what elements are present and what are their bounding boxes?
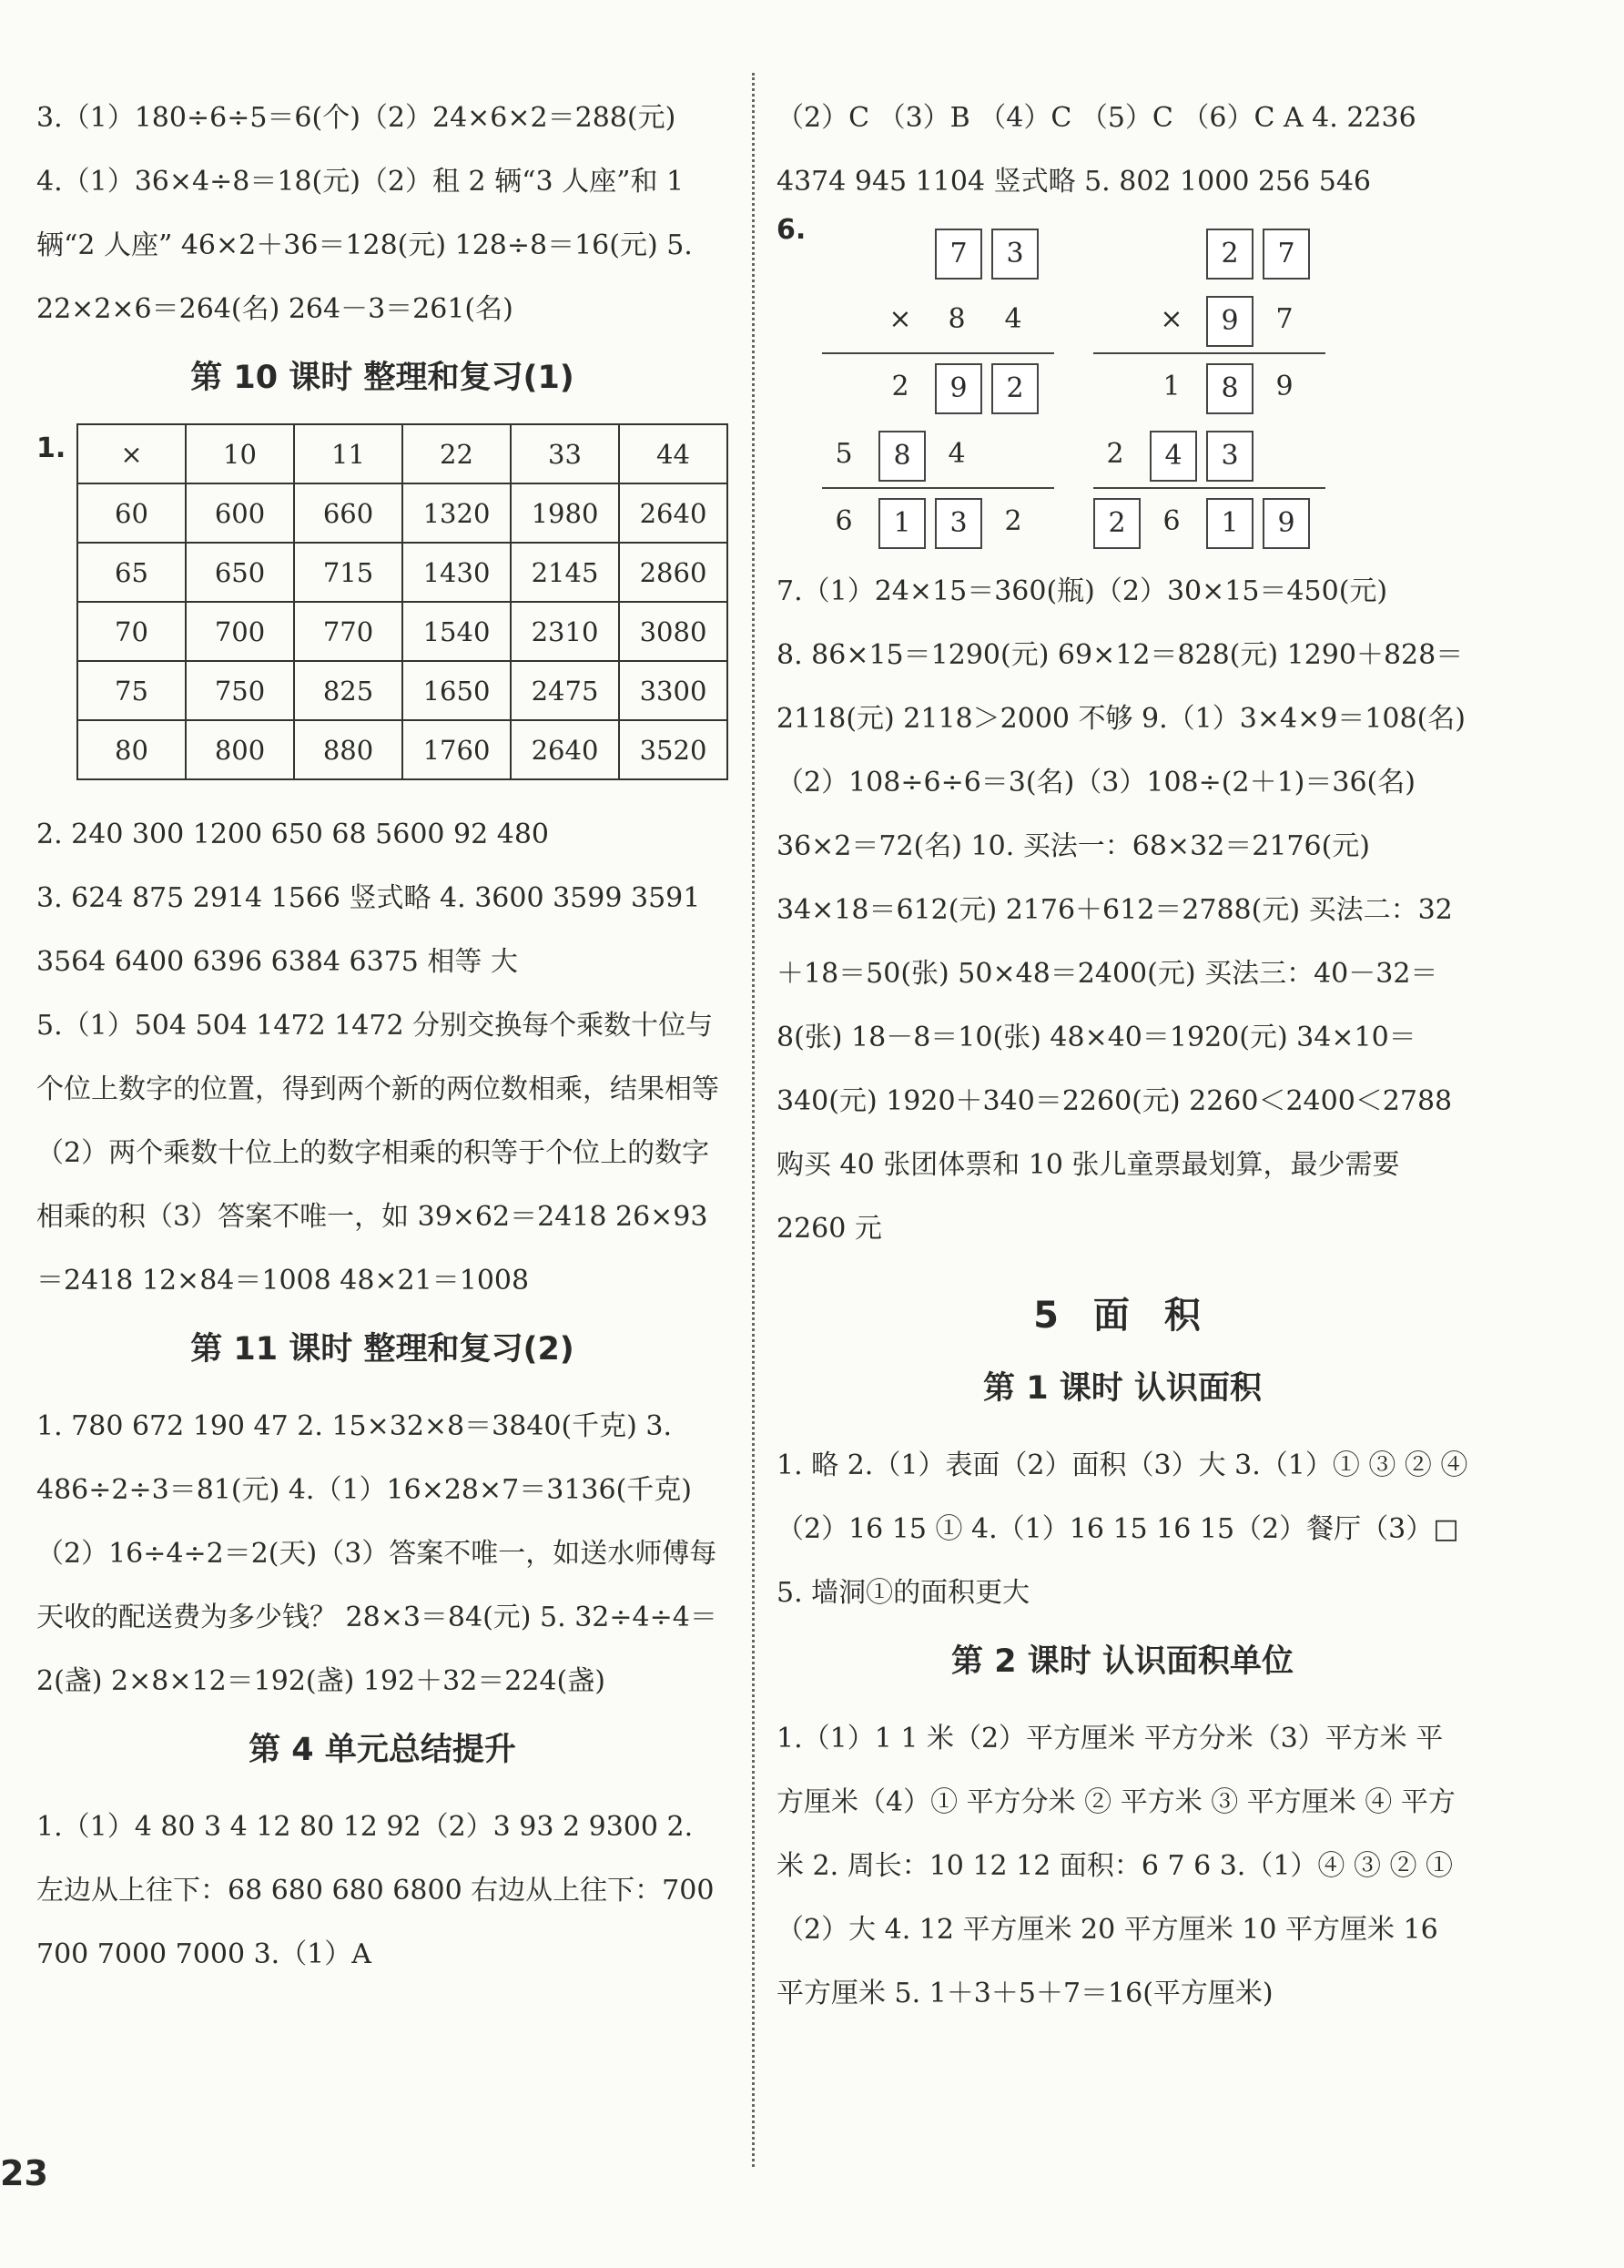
vertical-multiplication-1	[822, 219, 1059, 555]
table-cell: 600	[186, 483, 294, 543]
vertical-multiplication-block	[776, 214, 1468, 560]
digit: 2	[891, 371, 909, 402]
digit-box: 2	[1206, 229, 1254, 280]
column-divider	[752, 73, 755, 2167]
digit: ×	[1160, 303, 1183, 335]
answer-paragraph: 5.（1）504 504 1472 1472 分别交换每个乘数十位与个位上数字的位置，得到两个新的两位数相乘，结果相等（2）两个乘数十位上的数字相乘的积等于个位上的数字相乘的积（3）答案不唯一，如 39×62＝2418 26×93＝2418 12×84＝1008 48×21＝1008	[36, 1010, 719, 1297]
table-cell: 75	[77, 661, 186, 720]
multiplication-row	[822, 353, 1059, 421]
digit: 1	[1162, 371, 1181, 402]
question-number: 1.	[36, 432, 66, 464]
table-cell: 70	[77, 602, 186, 661]
table-row	[77, 543, 727, 602]
table-row	[77, 720, 727, 779]
digit-box: 9	[935, 363, 982, 414]
digit-box: 7	[1263, 229, 1310, 280]
multiplication-row	[822, 488, 1059, 555]
answer-paragraph: 3. 624 875 2914 1566 竖式略 4. 3600 3599 3591 3564 6400 6396 6384 6375 相等 大	[36, 882, 701, 978]
digit-box: 2	[991, 363, 1039, 414]
table-cell: 660	[294, 483, 402, 543]
answer-paragraph: 4.（1）36×4÷8＝18(元)（2）租 2 辆“3 人座”和 1 辆“2 人座” 46×2＋36＝128(元) 128÷8＝16(元) 5. 22×2×6＝264(名) 264－3＝261(名)	[36, 166, 693, 325]
table-cell: 80	[77, 720, 186, 779]
digit: 2	[1106, 438, 1124, 470]
multiplication-table-block	[36, 423, 728, 780]
table-cell: 2640	[619, 483, 727, 543]
table-cell: 715	[294, 543, 402, 602]
table-cell: 33	[511, 424, 619, 483]
multiplication-table	[76, 423, 728, 780]
answer-paragraph: 1. 780 672 190 47 2. 15×32×8＝3840(千克) 3. 486÷2÷3＝81(元) 4.（1）16×28×7＝3136(千克)（2）16÷4÷2＝2(天)（3）答案不唯一，如送水师傅每天收的配送费为多少钱？ 28×3＝84(元) 5. 32÷4÷4＝2(盏) 2×8×12＝192(盏) 192＋32＝224(盏)	[36, 1410, 717, 1697]
table-cell: 10	[186, 424, 294, 483]
multiplication-row	[822, 286, 1059, 353]
table-cell: 825	[294, 661, 402, 720]
answer-paragraph: 8. 86×15＝1290(元) 69×12＝828(元) 1290＋828＝2118(元) 2118＞2000 不够 9.（1）3×4×9＝108(名)（2）108÷6÷6＝3(名)（3）108÷(2＋1)＝36(名) 36×2＝72(名) 10. 买法一：68×32＝2176(元) 34×18＝612(元) 2176＋612＝2788(元) 买法二：32＋18＝50(张) 50×48＝2400(元) 买法三：40－32＝8(张) 18－8＝10(张) 48×40＝1920(元) 34×10＝340(元) 1920＋340＝2260(元) 2260＜2400＜2788 购买 40 张团体票和 10 张儿童票最划算，最少需要 2260 元	[776, 639, 1466, 1245]
table-cell: 2860	[619, 543, 727, 602]
table-cell: 1320	[402, 483, 511, 543]
answer-paragraph: 1.（1）1 1 米（2）平方厘米 平方分米（3）平方米 平方厘米（4）① 平方分米 ② 平方米 ③ 平方厘米 ④ 平方米 2. 周长：10 12 12 面积：6 7 6 3.（1）④ ③ ② ①（2）大 4. 12 平方厘米 20 平方厘米 10 平方厘米 16 平方厘米 5. 1＋3＋5＋7＝16(平方厘米)	[776, 1723, 1456, 2009]
table-cell: 65	[77, 543, 186, 602]
page-number: 23	[0, 2153, 48, 2193]
multiplication-row	[822, 421, 1059, 488]
table-cell: 44	[619, 424, 727, 483]
multiplication-row	[1093, 488, 1330, 555]
table-cell: 650	[186, 543, 294, 602]
vertical-multiplication-2	[1093, 219, 1330, 555]
digit: 6	[835, 505, 853, 537]
digit-box: 8	[878, 431, 926, 482]
right-column	[776, 86, 1468, 2026]
digit: 9	[1275, 371, 1294, 402]
digit-box: 3	[1206, 431, 1254, 482]
table-row	[77, 661, 727, 720]
digit-box: 2	[1093, 498, 1141, 549]
multiplication-row	[1093, 286, 1330, 353]
multiplication-row	[1093, 421, 1330, 488]
table-cell: 770	[294, 602, 402, 661]
table-cell: 800	[186, 720, 294, 779]
table-row	[77, 602, 727, 661]
digit-box: 1	[878, 498, 926, 549]
digit-box: 3	[991, 229, 1039, 280]
multiplication-row	[1093, 353, 1330, 421]
question-number: 6.	[776, 214, 807, 246]
table-cell: 880	[294, 720, 402, 779]
table-cell: 11	[294, 424, 402, 483]
digit: 7	[1275, 303, 1294, 335]
table-cell: ×	[77, 424, 186, 483]
digit-box: 4	[1150, 431, 1197, 482]
digit: 5	[835, 438, 853, 470]
multiplication-row	[822, 219, 1059, 286]
digit-box: 9	[1206, 296, 1254, 347]
digit: 4	[948, 438, 966, 470]
table-cell: 2640	[511, 720, 619, 779]
section-heading: 第 11 课时 整理和复习(2)	[190, 1331, 574, 1368]
table-cell: 1980	[511, 483, 619, 543]
digit: 6	[1162, 505, 1181, 537]
table-cell: 60	[77, 483, 186, 543]
multiplication-row	[1093, 219, 1330, 286]
section-heading: 第 2 课时 认识面积单位	[951, 1643, 1294, 1680]
answer-paragraph: （2）C （3）B （4）C （5）C （6）C A 4. 2236 4374 945 1104 竖式略 5. 802 1000 256 546	[776, 102, 1416, 198]
section-heading: 第 4 单元总结提升	[249, 1732, 516, 1768]
table-cell: 1650	[402, 661, 511, 720]
table-cell: 3520	[619, 720, 727, 779]
digit: 8	[948, 303, 966, 335]
table-cell: 3080	[619, 602, 727, 661]
answer-paragraph: 1.（1）4 80 3 4 12 80 12 92（2）3 93 2 9300 2. 左边从上往下：68 680 680 6800 右边从上往下：700 700 7000 7000 3.（1）A	[36, 1811, 715, 1970]
table-cell: 2475	[511, 661, 619, 720]
table-row	[77, 483, 727, 543]
digit: 4	[1004, 303, 1022, 335]
answer-paragraph: 2. 240 300 1200 650 68 5600 92 480	[36, 819, 549, 850]
table-cell: 1760	[402, 720, 511, 779]
table-cell: 2145	[511, 543, 619, 602]
table-cell: 1430	[402, 543, 511, 602]
answer-paragraph: 1. 略 2.（1）表面（2）面积（3）大 3.（1）① ③ ② ④（2）16 15 ① 4.（1）16 15 16 15（2）餐厅（3）□ 5. 墙洞①的面积更大	[776, 1449, 1468, 1609]
table-cell: 3300	[619, 661, 727, 720]
digit-box: 8	[1206, 363, 1254, 414]
digit-box: 3	[935, 498, 982, 549]
table-cell: 2310	[511, 602, 619, 661]
table-cell: 22	[402, 424, 511, 483]
table-cell: 1540	[402, 602, 511, 661]
digit-box: 9	[1263, 498, 1310, 549]
digit-box: 7	[935, 229, 982, 280]
chapter-heading: 5 面 积	[1033, 1295, 1212, 1337]
digit: 2	[1004, 505, 1022, 537]
left-column	[36, 86, 728, 1987]
table-row	[77, 424, 727, 483]
digit-box: 1	[1206, 498, 1254, 549]
answer-paragraph: 7.（1）24×15＝360(瓶)（2）30×15＝450(元)	[776, 575, 1388, 607]
section-heading: 第 10 课时 整理和复习(1)	[190, 360, 574, 396]
section-heading: 第 1 课时 认识面积	[983, 1370, 1262, 1407]
digit: ×	[888, 303, 912, 335]
answer-paragraph: 3.（1）180÷6÷5＝6(个)（2）24×6×2＝288(元)	[36, 102, 676, 134]
table-cell: 750	[186, 661, 294, 720]
table-cell: 700	[186, 602, 294, 661]
